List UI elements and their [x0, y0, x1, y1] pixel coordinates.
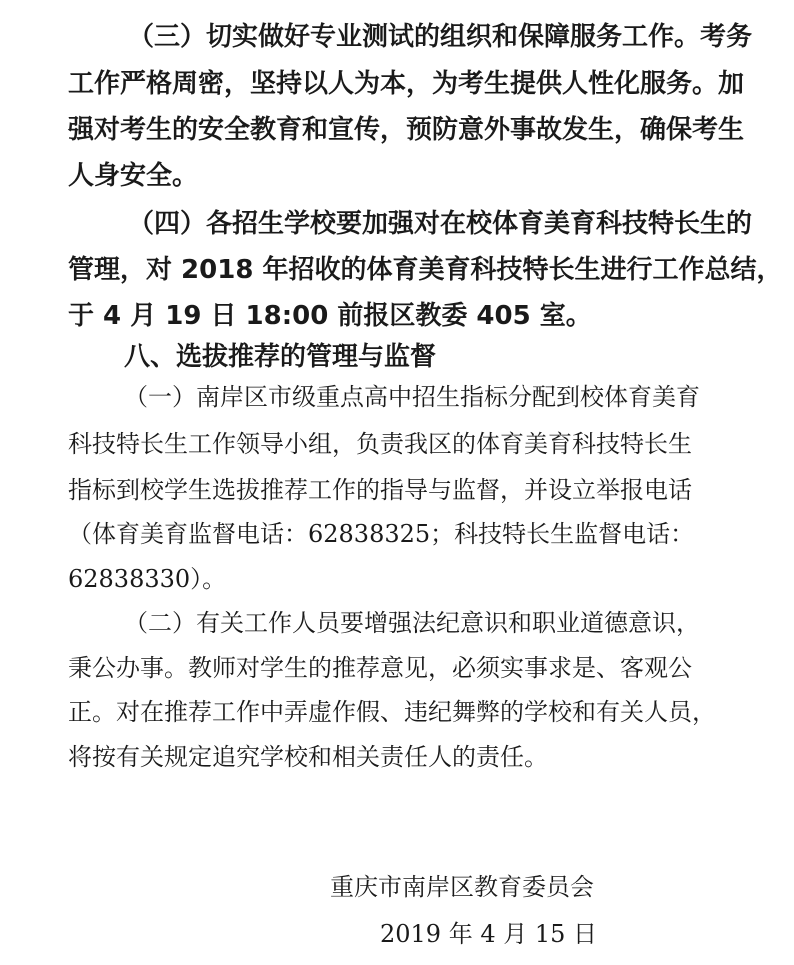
paragraph-line: （三）切实做好专业测试的组织和保障服务工作。考务	[128, 22, 753, 52]
paragraph-line: 工作严格周密，坚持以人为本，为考生提供人性化服务。加	[68, 69, 745, 99]
paragraph-line: 秉公办事。教师对学生的推荐意见，必须实事求是、客观公	[68, 654, 692, 682]
paragraph-line: 将按有关规定追究学校和相关责任人的责任。	[68, 743, 548, 771]
paragraph-line: 于 4 月 19 日 18:00 前报区教委 405 室。	[68, 301, 592, 331]
paragraph-line: 强对考生的安全教育和宣传，预防意外事故发生，确保考生	[68, 115, 745, 145]
signature-date: 2019 年 4 月 15 日	[380, 920, 598, 948]
paragraph-line: 科技特长生工作领导小组，负责我区的体育美育科技特长生	[68, 430, 692, 458]
paragraph-line: 人身安全。	[68, 161, 199, 191]
section-heading: 八、选拔推荐的管理与监督	[124, 342, 437, 372]
paragraph-line: 62838330）。	[68, 565, 227, 593]
paragraph-line: （四）各招生学校要加强对在校体育美育科技特长生的	[128, 209, 753, 239]
signature-organization: 重庆市南岸区教育委员会	[330, 873, 594, 901]
paragraph-line: 管理，对 2018 年招收的体育美育科技特长生进行工作总结，	[68, 255, 783, 285]
paragraph-line: （体育美育监督电话：62838325；科技特长生监督电话：	[68, 520, 695, 548]
paragraph-line: （一）南岸区市级重点高中招生指标分配到校体育美育	[124, 383, 700, 411]
paragraph-line: 指标到校学生选拔推荐工作的指导与监督，并设立举报电话	[68, 476, 692, 504]
paragraph-line: （二）有关工作人员要增强法纪意识和职业道德意识，	[124, 609, 700, 637]
paragraph-line: 正。对在推荐工作中弄虚作假、违纪舞弊的学校和有关人员，	[68, 698, 716, 726]
